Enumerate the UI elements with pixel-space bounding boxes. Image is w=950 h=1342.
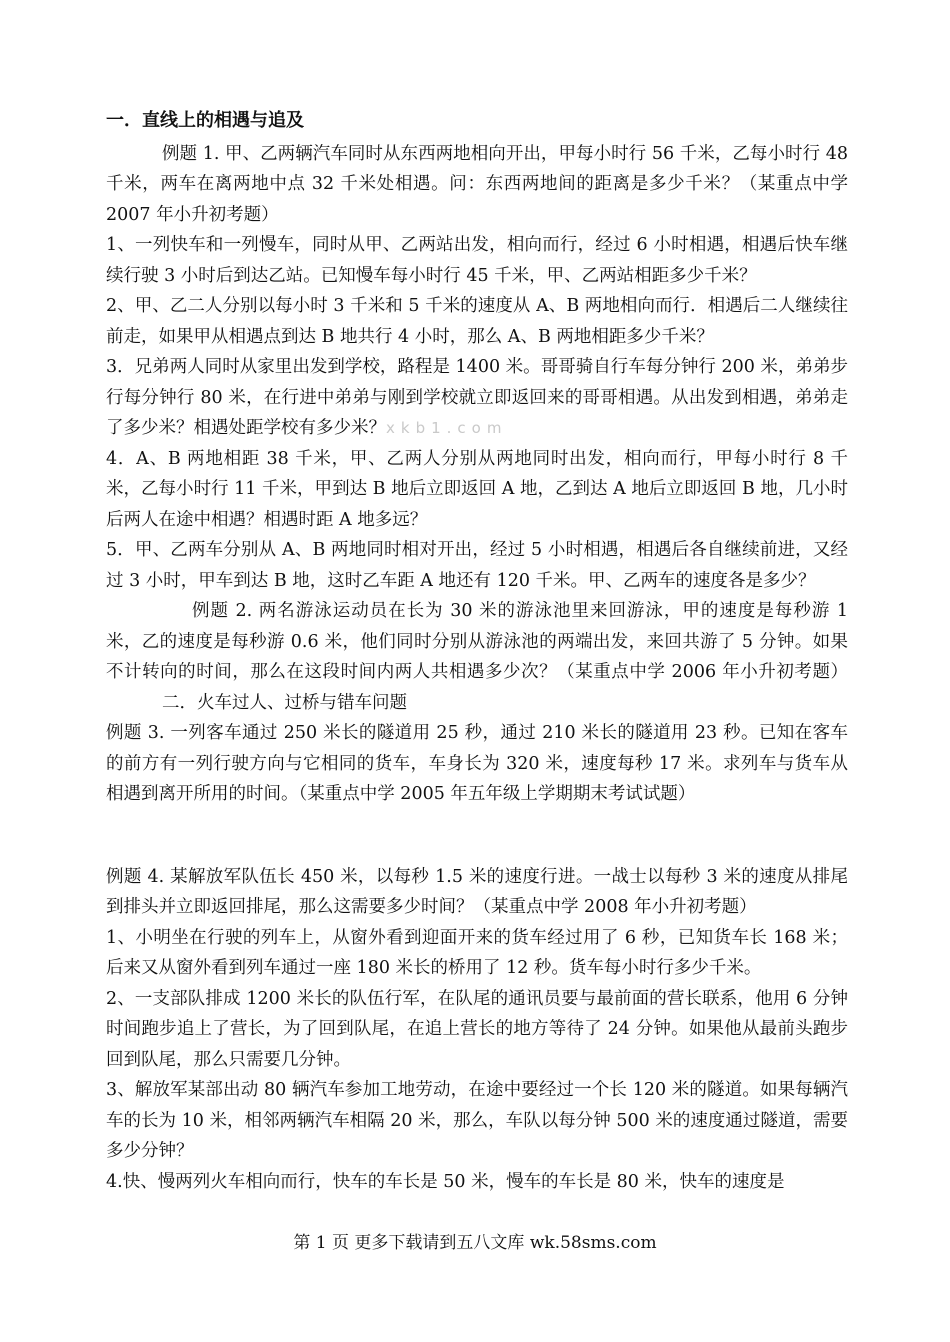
example-2-text: 例题 2. 两名游泳运动员在长为 30 米的游泳池里来回游泳，甲的速度是每秒游 1 米，乙的速度是每秒游 0.6 米，他们同时分别从游泳池的两端出发，来回共游了 5 分钟。如果不计转向的时间，那么在这段时间内两人共相遇多少次？（某重点中学 2006 年小升初考题）	[106, 601, 848, 682]
section-1-heading: 一．直线上的相遇与追及	[106, 110, 304, 131]
problem-2-3: 3、解放军某部出动 80 辆汽车参加工地劳动，在途中要经过一个长 120 米的隧道。如果每辆汽车的长为 10 米，相邻两辆汽车相隔 20 米，那么，车队以每分钟 500 米的速度通过隧道，需要多少分钟？	[106, 1080, 848, 1161]
example-4: 例题 4. 某解放军队伍长 450 米，以每秒 1.5 米的速度行进。一战士以每秒 3 米的速度从排尾到排头并立即返回排尾，那么这需要多少时间？（某重点中学 2008 年小升初考题）	[106, 866, 848, 917]
section-2-heading: 二．火车过人、过桥与错车问题	[162, 692, 407, 713]
problem-1-2: 2、甲、乙二人分别以每小时 3 千米和 5 千米的速度从 A、B 两地相向而行．相遇后二人继续往前走，如果甲从相遇点到达 B 地共行 4 小时，那么 A、B 两地相距多少千米？	[106, 296, 848, 347]
problem-2-1: 1、小明坐在行驶的列车上，从窗外看到迎面开来的货车经过用了 6 秒，已知货车长 168 米；后来又从窗外看到列车通过一座 180 米长的桥用了 12 秒。货车每小时行多少千米。	[106, 927, 848, 978]
problem-1-1: 1、一列快车和一列慢车，同时从甲、乙两站出发，相向而行，经过 6 小时相遇，相遇后快车继续行驶 3 小时后到达乙站。已知慢车每小时行 45 千米，甲、乙两站相距多少千米？	[106, 235, 848, 286]
problem-2-2: 2、一支部队排成 1200 米长的队伍行军，在队尾的通讯员要与最前面的营长联系，他用 6 分钟时间跑步追上了营长，为了回到队尾，在追上营长的地方等待了 24 分钟。如果他从最前头跑步回到队尾，那么只需要几分钟。	[106, 988, 848, 1070]
problem-1-4: 4．A、B 两地相距 38 千米，甲、乙两人分别从两地同时出发，相向而行，甲每小时行 8 千米，乙每小时行 11 千米，甲到达 B 地后立即返回 A 地，乙到达 A 地后立即返回 B 地，几小时后两人在途中相遇？相遇时距 A 地多远？	[106, 448, 848, 530]
problem-1-5: 5．甲、乙两车分别从 A、B 两地同时相对开出，经过 5 小时相遇，相遇后各自继续前进，又经过 3 小时，甲车到达 B 地，这时乙车距 A 地还有 120 千米。甲、乙两车的速度各是多少？	[106, 540, 848, 591]
watermark-text: xkb1.com	[386, 419, 508, 437]
example-3: 例题 3. 一列客车通过 250 米长的隧道用 25 秒，通过 210 米长的隧道用 23 秒。已知在客车的前方有一列行驶方向与它相同的货车，车身长为 320 米，速度每秒 17 米。求列车与货车从相遇到离开所用的时间。（某重点中学 2005 年五年级上学期期末考试试题）	[106, 723, 848, 804]
problem-1-3	[106, 352, 848, 444]
problem-2-4: 4.快、慢两列火车相向而行，快车的车长是 50 米，慢车的车长是 80 米，快车的速度是	[106, 1171, 785, 1192]
blank-gap	[106, 810, 848, 862]
example-2	[106, 596, 848, 718]
document-body	[106, 106, 848, 1197]
page-footer: 第 1 页 更多下载请到五八文库 wk.58sms.com	[293, 1233, 657, 1253]
problem-1-3-text: 3．兄弟两人同时从家里出发到学校，路程是 1400 米。哥哥骑自行车每分钟行 200 米，弟弟步行每分钟行 80 米，在行进中弟弟与刚到学校就立即返回来的哥哥相遇。从出发到相遇，弟弟走了多少米？相遇处距学校有多少米？	[106, 357, 848, 438]
example-1: 例题 1. 甲、乙两辆汽车同时从东西两地相向开出，甲每小时行 56 千米，乙每小时行 48 千米，两车在离两地中点 32 千米处相遇。问：东西两地间的距离是多少千米？（某重点中学 2007 年小升初考题）	[106, 143, 848, 225]
